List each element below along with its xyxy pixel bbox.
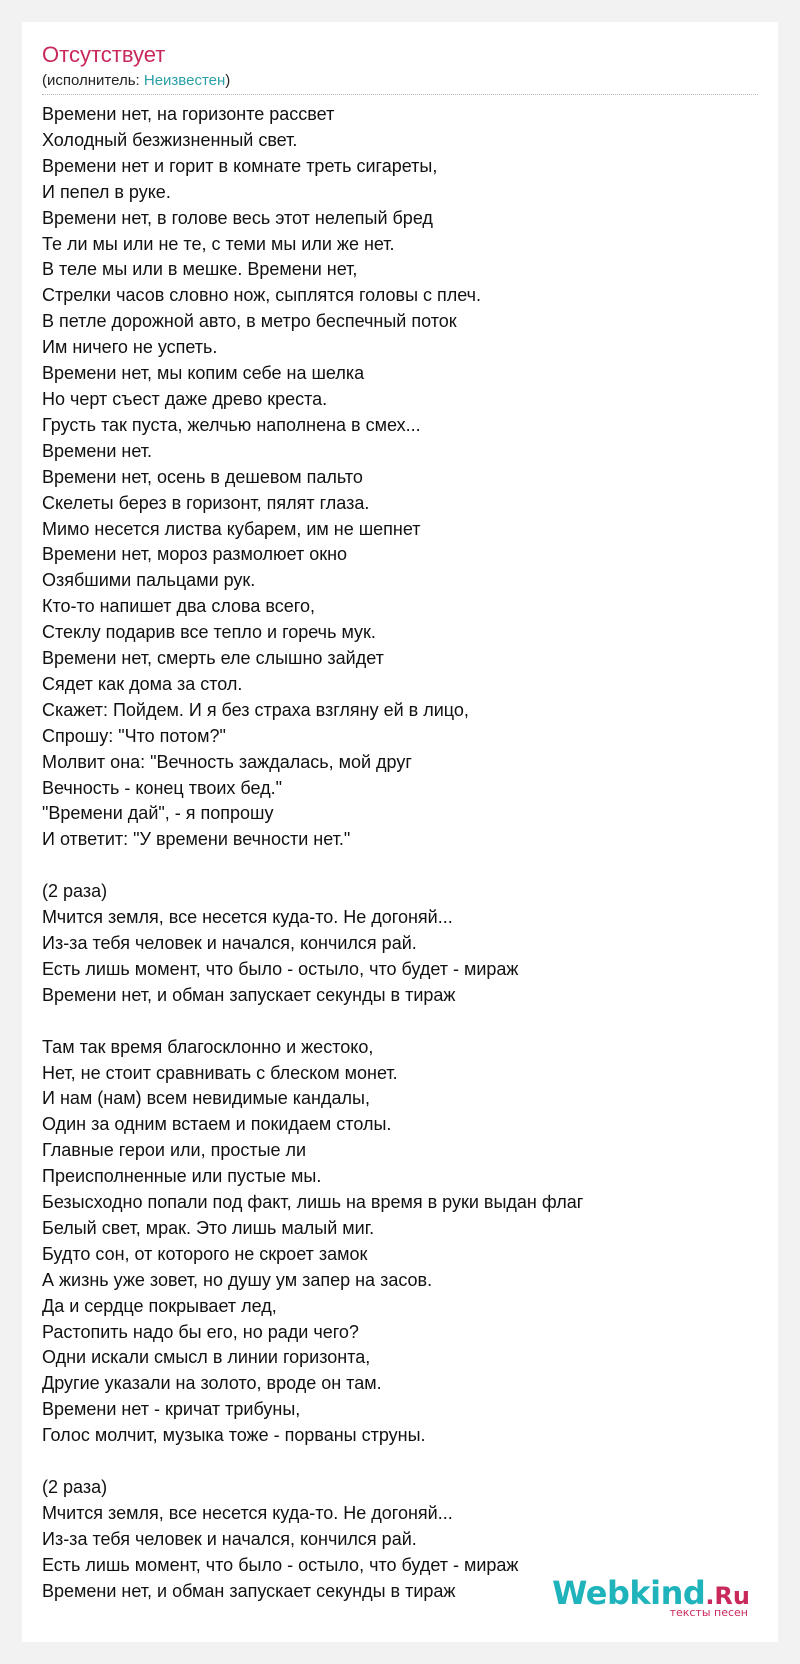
lyric-line: Главные герои или, простые ли	[42, 1140, 307, 1161]
lyric-line: Белый свет, мрак. Это лишь малый миг.	[42, 1217, 375, 1238]
lyric-line: В теле мы или в мешке. Времени нет,	[42, 259, 358, 280]
lyric-line: И ответит: "У времени вечности нет."	[42, 829, 351, 850]
lyric-line: Нет, не стоит сравнивать с блеском монет.	[42, 1062, 398, 1083]
lyric-line: Сядет как дома за стол.	[42, 673, 243, 694]
logo-word: Webkind	[552, 1574, 706, 1612]
lyric-line: Другие указали на золото, вроде он там.	[42, 1373, 382, 1394]
logo-tagline: тексты песен	[669, 1606, 748, 1619]
lyric-line: Будто сон, от которого не скроет замок	[42, 1243, 368, 1264]
lyric-line: Стрелки часов словно нож, сыплятся головы с плеч.	[42, 285, 482, 306]
lyrics-page	[22, 22, 778, 1642]
artist-prefix: (исполнитель:	[42, 72, 144, 89]
lyric-line: Из-за тебя человек и начался, кончился рай.	[42, 932, 417, 953]
artist-link[interactable]: Неизвестен	[143, 72, 226, 89]
lyric-line: Кто-то напишет два слова всего,	[42, 596, 315, 617]
lyric-line: Времени нет, смерть еле слышно зайдет	[42, 648, 384, 669]
lyric-line: Мчится земля, все несется куда-то. Не догоняй...	[42, 1502, 453, 1523]
lyric-line: "Времени дай", - я попрошу	[42, 803, 274, 824]
artist-line	[42, 72, 230, 89]
lyric-line: Времени нет, мороз размолюет окно	[42, 544, 348, 565]
lyric-line: В петле дорожной авто, в метро беспечный поток	[42, 311, 457, 332]
lyric-line: Спрошу: "Что потом?"	[42, 725, 226, 746]
logo-domain-ext: .Ru	[705, 1582, 750, 1610]
lyric-line: Времени нет, и обман запускает секунды в тираж	[42, 984, 456, 1005]
lyric-line: Времени нет, мы копим себе на шелка	[42, 363, 365, 384]
lyric-blank-line	[42, 1449, 758, 1475]
lyric-line: Вечность - конец твоих бед."	[42, 777, 283, 798]
lyric-line: Времени нет - кричат трибуны,	[42, 1399, 301, 1420]
lyric-line: Мчится земля, все несется куда-то. Не догоняй...	[42, 907, 453, 928]
lyric-line: Скелеты берез в горизонт, пялят глаза.	[42, 492, 370, 513]
lyric-line: Там так время благосклонно и жестоко,	[42, 1036, 374, 1057]
lyric-line: Времени нет, и обман запускает секунды в тираж	[42, 1580, 456, 1601]
song-title: Отсутствует	[42, 42, 166, 67]
lyric-line: Холодный безжизненный свет.	[42, 129, 298, 150]
lyric-line: Растопить надо бы его, но ради чего?	[42, 1321, 359, 1342]
lyric-line: Один за одним встаем и покидаем столы.	[42, 1114, 392, 1135]
lyric-line: Озябшими пальцами рук.	[42, 570, 256, 591]
lyric-line: И нам (нам) всем невидимые кандалы,	[42, 1088, 370, 1109]
site-logo[interactable]	[552, 1574, 750, 1619]
lyric-line: Есть лишь момент, что было - остыло, что будет - мираж	[42, 1554, 519, 1575]
lyric-line: Да и сердце покрывает лед,	[42, 1295, 277, 1316]
lyric-line: Но черт съест даже древо креста.	[42, 388, 328, 409]
artist-suffix: )	[225, 72, 231, 89]
lyric-line: Времени нет.	[42, 440, 153, 461]
lyric-line: Одни искали смысл в линии горизонта,	[42, 1347, 371, 1368]
lyric-line: Голос молчит, музыка тоже - порваны струны.	[42, 1425, 426, 1446]
lyric-line: Им ничего не успеть.	[42, 337, 218, 358]
lyric-line: Из-за тебя человек и начался, кончился рай.	[42, 1528, 417, 1549]
lyric-line: А жизнь уже зовет, но душу ум запер на засов.	[42, 1269, 433, 1290]
lyric-line: Времени нет и горит в комнате треть сигареты,	[42, 155, 438, 176]
lyric-line: (2 раза)	[42, 1476, 108, 1497]
lyrics-body	[42, 102, 758, 1605]
lyric-line: Преисполненные или пустые мы.	[42, 1166, 322, 1187]
lyric-blank-line	[42, 1009, 758, 1035]
lyric-line: Те ли мы или не те, с теми мы или же нет.	[42, 233, 395, 254]
lyric-line: Скажет: Пойдем. И я без страха взгляну ей в лицо,	[42, 699, 469, 720]
lyric-line: Есть лишь момент, что было - остыло, что будет - мираж	[42, 958, 519, 979]
lyric-line: Времени нет, на горизонте рассвет	[42, 104, 335, 124]
lyric-line: Мимо несется листва кубарем, им не шепнет	[42, 518, 421, 539]
lyric-line: Времени нет, в голове весь этот нелепый бред	[42, 207, 433, 228]
title-divider	[42, 94, 758, 95]
lyric-line: Стеклу подарив все тепло и горечь мук.	[42, 622, 376, 643]
lyric-line: Безысходно попали под факт, лишь на время в руки выдан флаг	[42, 1192, 584, 1213]
lyric-line: И пепел в руке.	[42, 181, 171, 202]
lyric-blank-line	[42, 853, 758, 879]
lyric-line: Грусть так пуста, желчью наполнена в смех...	[42, 414, 421, 435]
lyric-line: Молвит она: "Вечность заждалась, мой друг	[42, 751, 412, 772]
lyric-line: Времени нет, осень в дешевом пальто	[42, 466, 363, 487]
lyric-line: (2 раза)	[42, 881, 108, 902]
